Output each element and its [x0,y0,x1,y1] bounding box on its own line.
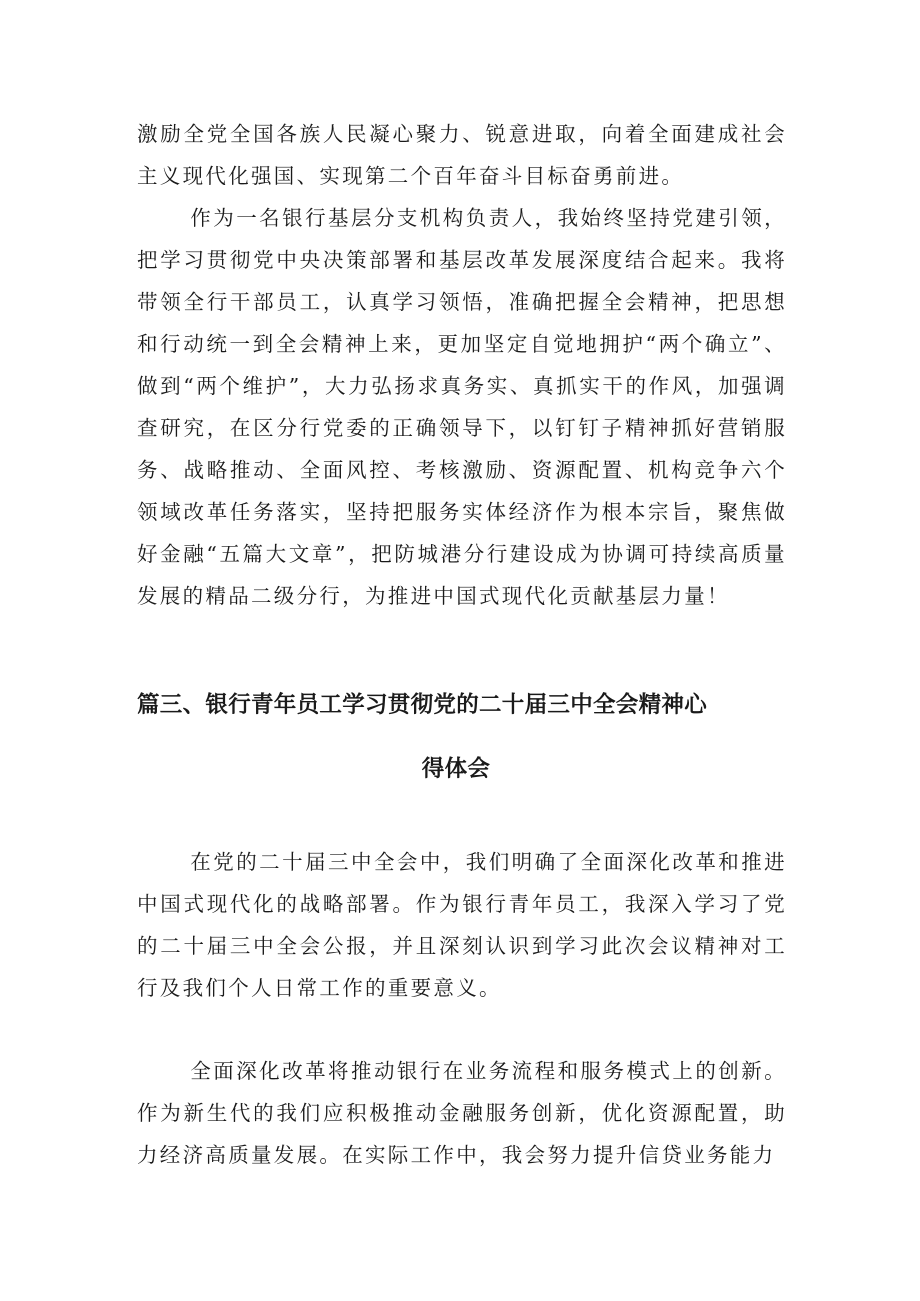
section-heading-line-2: 得体会 [421,756,491,782]
paragraph-deepening-reform: 全面深化改革将推动银行在业务流程和服务模式上的创新。作为新生代的我们应积极推动金融服务创新，优化资源配置，助力经济高质量发展。在实际工作中，我会努力提升信贷业务能力 [137,1059,787,1167]
section-heading-line-1: 篇三、银行青年员工学习贯彻党的二十届三中全会精神心 [137,692,708,718]
paragraph-continued: 激励全党全国各族人民凝心聚力、锐意进取，向着全面建成社会主义现代化强国、实现第二个百年奋斗目标奋勇前进。 [137,122,787,188]
section-heading [137,673,787,801]
paragraph-branch-leader: 作为一名银行基层分支机构负责人，我始终坚持党建引领，把学习贯彻党中央决策部署和基层改革发展深度结合起来。我将带领全行干部员工，认真学习领悟，准确把握全会精神，把思想和行动统一到全会精神上来，更加坚定自觉地拥护“两个确立”、做到“两个维护”，大力弘扬求真务实、真抓实干的作风，加强调查研究，在区分行党委的正确领导下，以钉钉子精神抓好营销服务、战略推动、全面风控、考核激励、资源配置、机构竞争六个领域改革任务落实，坚持把服务实体经济作为根本宗旨，聚焦做好金融“五篇大文章”，把防城港分行建设成为协调可持续高质量发展的精品二级分行，为推进中国式现代化贡献基层力量！ [137,206,787,608]
paragraph-plenary-session: 在党的二十届三中全会中，我们明确了全面深化改革和推进中国式现代化的战略部署。作为银行青年员工，我深入学习了党的二十届三中全会公报，并且深刻认识到学习此次会议精神对工行及我们个人日常工作的重要意义。 [137,850,787,1000]
